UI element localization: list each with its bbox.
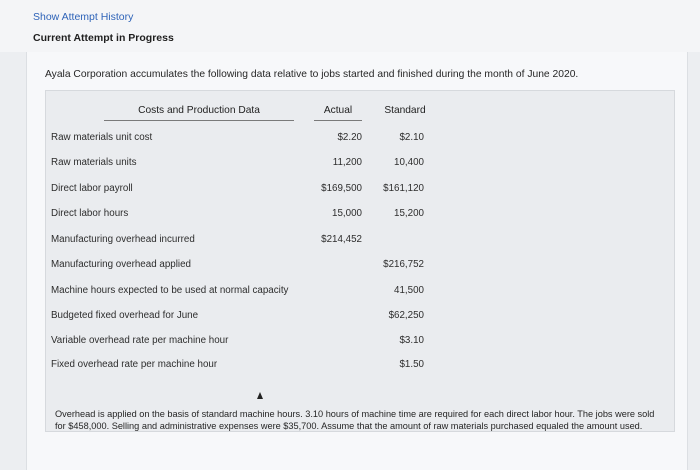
attempt-status-label: Current Attempt in Progress bbox=[33, 32, 174, 44]
attempt-header bbox=[0, 0, 700, 52]
standard-value: $3.10 bbox=[399, 335, 424, 346]
actual-value: 11,200 bbox=[332, 157, 362, 168]
table-row bbox=[46, 310, 674, 330]
row-label: Manufacturing overhead applied bbox=[51, 259, 191, 270]
row-label: Variable overhead rate per machine hour bbox=[51, 335, 229, 346]
row-label: Budgeted fixed overhead for June bbox=[51, 310, 199, 321]
table-row bbox=[46, 259, 674, 279]
row-label: Direct labor payroll bbox=[51, 183, 133, 194]
column-header-costs: Costs and Production Data bbox=[104, 105, 294, 121]
column-header-standard: Standard bbox=[384, 105, 426, 116]
mouse-cursor-icon bbox=[257, 392, 263, 399]
standard-value: $216,752 bbox=[383, 259, 424, 270]
table-row bbox=[46, 285, 674, 305]
column-header-actual: Actual bbox=[314, 105, 362, 121]
actual-value: $214,452 bbox=[321, 234, 362, 245]
actual-value: 15,000 bbox=[332, 208, 362, 219]
standard-value: $62,250 bbox=[388, 310, 424, 321]
cost-data-table bbox=[45, 90, 675, 432]
table-row bbox=[46, 359, 674, 379]
standard-value: $1.50 bbox=[399, 359, 424, 370]
row-label: Fixed overhead rate per machine hour bbox=[51, 359, 218, 370]
row-label: Raw materials units bbox=[51, 157, 137, 168]
problem-intro: Ayala Corporation accumulates the following data relative to jobs started and finished during the month of June 2020. bbox=[45, 69, 579, 80]
row-label: Direct labor hours bbox=[51, 208, 129, 219]
standard-value: 15,200 bbox=[394, 208, 424, 219]
standard-value: $2.10 bbox=[399, 132, 424, 143]
standard-value: $161,120 bbox=[383, 183, 424, 194]
actual-value: $2.20 bbox=[337, 132, 362, 143]
row-label: Raw materials unit cost bbox=[51, 132, 153, 143]
table-row bbox=[46, 208, 674, 228]
table-row bbox=[46, 132, 674, 152]
actual-value: $169,500 bbox=[321, 183, 362, 194]
row-label: Manufacturing overhead incurred bbox=[51, 234, 195, 245]
table-row bbox=[46, 157, 674, 177]
table-row bbox=[46, 335, 674, 355]
table-row bbox=[46, 183, 674, 203]
row-label: Machine hours expected to be used at normal capacity bbox=[51, 285, 289, 296]
standard-value: 10,400 bbox=[394, 157, 424, 168]
table-row bbox=[46, 234, 674, 254]
problem-footnote: Overhead is applied on the basis of standard machine hours. 3.10 hours of machine time are required for each direct labor hour. The jobs were sold for $458,000. Selling and administrative expenses were $35,700. Assume that the amount of raw materials purchased equaled the amount used. bbox=[55, 409, 655, 431]
question-card bbox=[26, 52, 688, 470]
show-attempt-history-link[interactable]: Show Attempt History bbox=[33, 11, 134, 23]
standard-value: 41,500 bbox=[394, 285, 424, 296]
